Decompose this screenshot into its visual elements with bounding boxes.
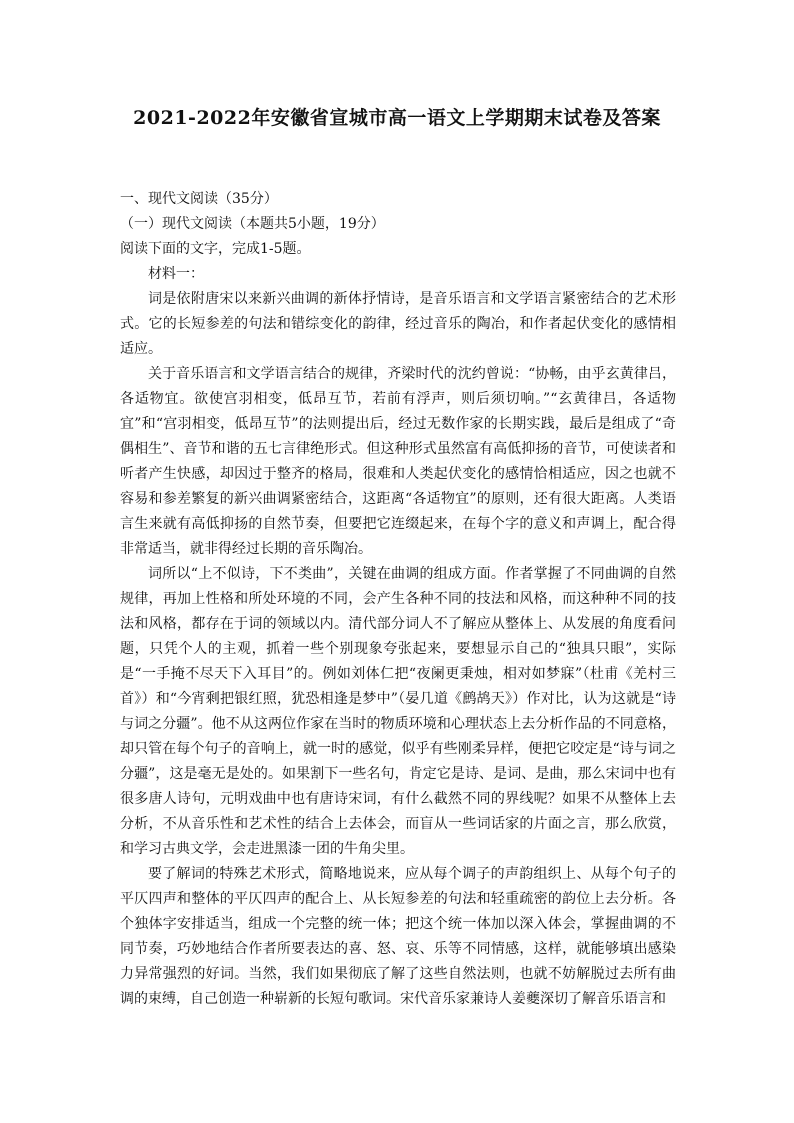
document-title: 2021-2022年安徽省宣城市高一语文上学期期末试卷及答案 (133, 107, 661, 129)
subsection-heading: （一）现代文阅读（本题共5小题，19分） (120, 216, 385, 232)
material-label: 材料一： (148, 266, 204, 282)
paragraph-4: 要了解词的特殊艺术形式，简略地说来，应从每个调子的声韵组织上、从每个句子的平仄四声和整体的平仄四声的配合上、从长短参差的句法和轻重疏密的韵位上去分析。各个独体字安排适当，组成一个完整的统一体；把这个统一体加以深入体会，掌握曲调的不同节奏，巧妙地结合作者所要表达的喜、怒、哀、乐等不同情感，这样，就能够填出感染力异常强烈的好词。当然，我们如果彻底了解了这些自然法则，也就不妨解脱过去所有曲调的束缚，自己创造一种崭新的长短句歌词。宋代音乐家兼诗人姜夔深切了解音乐语言和 (120, 866, 676, 1007)
paragraph-1: 词是依附唐宋以来新兴曲调的新体抒情诗，是音乐语言和文学语言紧密结合的艺术形式。它的长短参差的句法和错综变化的韵律，经过音乐的陶冶，和作者起伏变化的感情相适应。 (120, 291, 676, 357)
paragraph-2: 关于音乐语言和文学语言结合的规律，齐梁时代的沈约曾说：“协畅，由乎玄黄律吕，各适物宜。欲使宫羽相变，低昂互节，若前有浮声，则后须切响。”“玄黄律吕，各适物宜”和“宫羽相变，低昂互节”的法则提出后，经过无数作家的长期实践，最后是组成了“奇偶相生”、音节和谐的五七言律绝形式。但这种形式虽然富有高低抑扬的音节，可使读者和听者产生快感，却因过于整齐的格局，很难和人类起伏变化的感情恰相适应，因之也就不容易和参差繁复的新兴曲调紧密结合，这距离“各适物宜”的原则，还有很大距离。人类语言生来就有高低抑扬的自然节奏，但要把它连缀起来，在每个字的意义和声调上，配合得非常适当，就非得经过长期的音乐陶冶。 (120, 366, 676, 557)
document-body (120, 187, 676, 1012)
reading-instruction: 阅读下面的文字，完成1-5题。 (120, 241, 311, 257)
paragraph-3: 词所以“上不似诗，下不类曲”，关键在曲调的组成方面。作者掌握了不同曲调的自然规律，再加上性格和所处环境的不同，会产生各种不同的技法和风格，而这种种不同的技法和风格，都存在于词的领域以内。清代部分词人不了解应从整体上、从发展的角度看问题，只凭个人的主观，抓着一些个别现象夸张起来，要想显示自己的“独具只眼”，实际是“一手掩不尽天下入耳目”的。例如刘体仁把“夜阑更秉烛，相对如梦寐”（杜甫《羌村三首》）和“今宵剩把银红照，犹恐相逢是梦中”（晏几道《鹧鸪天》）作对比，认为这就是“诗与词之分疆”。他不从这两位作家在当时的物质环境和心理状态上去分析作品的不同意格，却只管在每个句子的音响上，就一时的感觉，似乎有些刚柔异样，便把它咬定是“诗与词之分疆”，这是毫无是处的。如果割下一些名句，肯定它是诗、是词、是曲，那么宋词中也有很多唐人诗句，元明戏曲中也有唐诗宋词，有什么截然不同的界线呢？如果不从整体上去分析，不从音乐性和艺术性的结合上去体会，而盲从一些词话家的片面之言，那么欣赏，和学习古典文学，会走进黑漆一团的牛角尖里。 (120, 566, 676, 857)
section-heading: 一、现代文阅读（35分） (120, 191, 278, 207)
